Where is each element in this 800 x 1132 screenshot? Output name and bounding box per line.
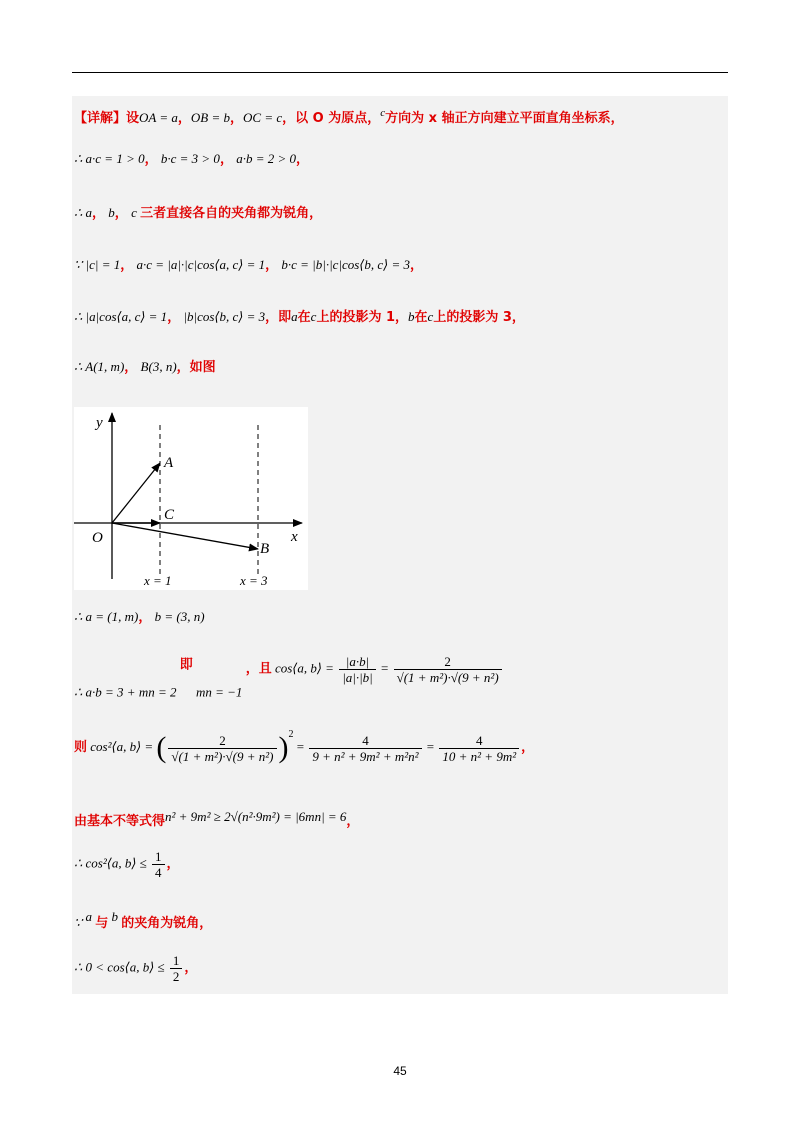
- frac-num: 4: [309, 734, 421, 749]
- line-cos-ab: [74, 655, 504, 698]
- frac-den: √(1 + m²)·√(9 + n²): [171, 748, 274, 764]
- eq-oa: OA = a: [139, 110, 178, 125]
- point-c-label: C: [164, 507, 175, 523]
- expr-proj-b: |b|cos⟨b, c⟩ = 3: [183, 309, 266, 324]
- line-acute-angles: ∴ a， b， c 三者直接各自的夹角都为锐角，: [74, 205, 323, 221]
- expr-mn: mn = −1: [196, 684, 243, 700]
- line-dot-products: ∴ a·c = 1 > 0， b·c = 3 > 0， a·b = 2 > 0，: [74, 151, 310, 167]
- cos-ab-label: cos⟨a, b⟩ =: [274, 660, 334, 676]
- expr-bc: b·c = 3 > 0: [160, 151, 220, 166]
- frac-cos-value: [394, 655, 502, 684]
- square-exp: 2: [288, 729, 294, 740]
- frac-num: 4: [439, 734, 519, 749]
- var-b: b: [408, 309, 415, 324]
- frac-den: 9 + n² + 9m² + m²n²: [312, 748, 419, 764]
- axis-text: 方向为 x 轴正方向建立平面直角坐标系，: [385, 111, 624, 126]
- header-rule: [72, 72, 728, 73]
- detail-label: 【详解】设: [74, 111, 140, 126]
- line-acute-ab: [74, 910, 212, 930]
- text-proj3: 上的投影为 3，: [433, 310, 525, 325]
- text-ji: ，即: [265, 310, 292, 325]
- frac-num: 2: [394, 655, 502, 670]
- frac-quarter: [152, 850, 165, 879]
- frac-dot-over-norm: [339, 655, 376, 684]
- frac-den: |a|·|b|: [342, 670, 373, 685]
- eq-ob: OB = b: [190, 110, 231, 125]
- expr-bc-cos: b·c = |b|·|c|cos⟨b, c⟩ = 3: [281, 257, 410, 272]
- var-b: b: [108, 205, 115, 220]
- expr-proj-a: ∴ |a|cos⟨a, c⟩ = 1: [74, 309, 168, 324]
- frac-den: √(1 + m²)·√(9 + n²): [396, 670, 499, 685]
- expr-ab-value: ∴ a·b = 3 + mn = 2: [74, 684, 177, 700]
- frac-num: 2: [168, 734, 276, 749]
- cos-range-expr: ∴ 0 < cos⟨a, b⟩ ≤: [74, 959, 165, 975]
- page-number: 45: [393, 1064, 407, 1078]
- vector-b-coords: b = (3, n): [154, 609, 205, 624]
- line-cos-range: ∴ 0 < cos⟨a, b⟩ ≤ $\frac{1}{2}$ ，: [74, 953, 198, 984]
- acute-ab-text: 的夹角为锐角，: [121, 916, 213, 931]
- y-axis-label: y: [96, 415, 103, 431]
- text-ji: 即: [179, 657, 193, 673]
- line-cos-squared: 则 cos²⟨a, b⟩ = ( $\frac{2}{\text{√(1 + m²)·√(9 + n²)}}$ )$^2$ = $\frac{4}{\text{9 + n² + 9m² + m²n²}}$ = $\frac{4}{\text{10 + n² + 9m²}}$ ，: [74, 729, 535, 765]
- coordinate-figure: [74, 407, 308, 590]
- as-figure-text: ，如图: [176, 360, 216, 375]
- var-a: ∴ a: [74, 205, 93, 220]
- var-c: c: [427, 309, 434, 324]
- line-cos2-bound: ∴ cos²⟨a, b⟩ ≤ $\frac{1}{4}$ ，: [74, 849, 180, 880]
- var-c: c: [310, 309, 317, 324]
- frac-den: 2: [172, 969, 180, 984]
- line-inequality: 由基本不等式得n² + 9m² ≥ 2√(n²·9m²) = |6mn| = 6，: [74, 809, 360, 829]
- frac-expanded: [309, 734, 421, 763]
- frac-paren: [168, 734, 276, 763]
- acute-text: 三者直接各自的夹角都为锐角，: [140, 206, 323, 221]
- line-cos-relations: ∵ |c| = 1， a·c = |a|·|c|cos⟨a, c⟩ = 1， b·c = |b|·|c|cos⟨b, c⟩ = 3，: [74, 257, 424, 273]
- line1-label: x = 1: [144, 573, 172, 588]
- text-proj1: 上的投影为 1，: [316, 310, 409, 325]
- frac-num: 1: [152, 850, 165, 865]
- frac-den: 4: [155, 865, 162, 880]
- point-a-coords: ∴ A(1, m): [74, 359, 125, 374]
- expr-ac: ∴ a·c = 1 > 0: [74, 151, 145, 166]
- text-ze: 则: [74, 740, 88, 755]
- origin-label: O: [92, 530, 103, 546]
- expr-abs-c: ∵ |c| = 1: [74, 257, 121, 272]
- x-axis-label: x: [291, 529, 298, 545]
- because-symbol: ∵: [74, 915, 83, 930]
- frac-den: 10 + n² + 9m²: [442, 748, 517, 764]
- line-projections: ∴ |a|cos⟨a, c⟩ = 1， |b|cos⟨b, c⟩ = 3，即a在c上的投影为 1，b在c上的投影为 3，: [74, 309, 525, 325]
- line2-label: x = 3: [240, 573, 268, 588]
- vector-ob: [112, 523, 258, 549]
- line-detail-intro: 【详解】设OA = a，OB = b，OC = c，以 O 为原点，$^c$方向为 x 轴正方向建立平面直角坐标系，: [74, 107, 624, 126]
- point-b-coords: B(3, n): [140, 359, 177, 374]
- cos2-bound-expr: ∴ cos²⟨a, b⟩ ≤: [74, 855, 147, 871]
- var-c: c: [131, 205, 137, 220]
- eq-oc: OC = c: [243, 110, 283, 125]
- frac-half: [170, 954, 183, 983]
- frac-simplified: [439, 734, 519, 763]
- line-points: ∴ A(1, m)， B(3, n)，如图: [74, 359, 216, 375]
- var-b: b: [111, 909, 119, 924]
- text-yu: 与: [95, 916, 109, 931]
- frac-num: |a·b|: [339, 655, 376, 670]
- vector-oa: [112, 463, 160, 523]
- text-zai: 在: [297, 310, 311, 325]
- point-a-label: A: [164, 455, 174, 471]
- cos2-ab-label: cos²⟨a, b⟩ =: [90, 739, 154, 754]
- frac-num: 1: [170, 954, 183, 969]
- inequality-expr: n² + 9m² ≥ 2√(n²·9m²) = |6mn| = 6: [165, 809, 347, 824]
- var-a: a: [291, 309, 298, 324]
- inequality-text: 由基本不等式得: [74, 814, 166, 829]
- var-a: a: [85, 909, 93, 924]
- vector-a-coords: ∴ a = (1, m): [74, 609, 139, 624]
- text-qie: ，且: [245, 661, 272, 677]
- origin-text: ，以 O 为原点，: [282, 111, 381, 126]
- expr-ac-cos: a·c = |a|·|c|cos⟨a, c⟩ = 1: [136, 257, 266, 272]
- eq-sign: =: [296, 739, 305, 754]
- expr-ab: a·b = 2 > 0: [236, 151, 296, 166]
- line-vectors: ∴ a = (1, m)， b = (3, n): [74, 609, 205, 625]
- var-c: c: [380, 107, 386, 119]
- coordinate-svg: [74, 407, 308, 590]
- eq-sign: =: [426, 739, 435, 754]
- point-b-label: B: [260, 541, 270, 557]
- text-zai2: 在: [414, 310, 428, 325]
- eq-sign: =: [381, 660, 389, 676]
